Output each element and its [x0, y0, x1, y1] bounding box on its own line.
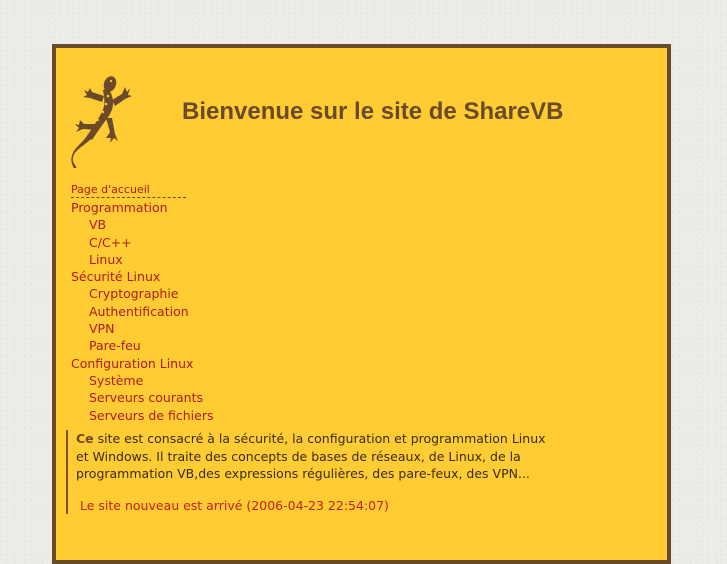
- page-title: Bienvenue sur le site de ShareVB: [182, 98, 564, 125]
- gecko-icon: [70, 74, 132, 168]
- nav-link-pare-feu[interactable]: Pare-feu: [89, 338, 141, 354]
- nav-link-vpn[interactable]: VPN: [89, 321, 115, 337]
- intro-first-word: Ce: [76, 431, 94, 446]
- nav-menu: [71, 178, 371, 424]
- nav-link-cryptographie[interactable]: Cryptographie: [89, 286, 179, 302]
- nav-link-home[interactable]: Page d'accueil: [71, 183, 186, 198]
- nav-link-c-cpp[interactable]: C/C++: [89, 234, 132, 250]
- intro-text: site est consacré à la sécurité, la configuration et programmation Linux et Windows. Il traite des concepts de bases de réseaux, de Linux, de la programmation VB,des expressions régulières, des pare-feux, des VPN...: [76, 431, 546, 481]
- nav-link-vb[interactable]: VB: [89, 217, 107, 233]
- nav-link-serveurs-fichiers[interactable]: Serveurs de fichiers: [89, 407, 214, 423]
- main-content: [66, 430, 546, 514]
- intro-paragraph: [76, 430, 546, 483]
- page-panel: [52, 44, 671, 564]
- nav-section-securite-linux[interactable]: Sécurité Linux: [71, 269, 161, 285]
- nav-link-systeme[interactable]: Système: [89, 372, 144, 388]
- news-item: Le site nouveau est arrivé (2006-04-23 22:54:07): [80, 497, 389, 513]
- nav-section-programmation[interactable]: Programmation: [71, 200, 168, 215]
- nav-link-linux[interactable]: Linux: [89, 251, 123, 267]
- nav-section-configuration-linux[interactable]: Configuration Linux: [71, 355, 194, 371]
- nav-link-authentification[interactable]: Authentification: [89, 303, 189, 319]
- nav-link-serveurs-courants[interactable]: Serveurs courants: [89, 390, 203, 406]
